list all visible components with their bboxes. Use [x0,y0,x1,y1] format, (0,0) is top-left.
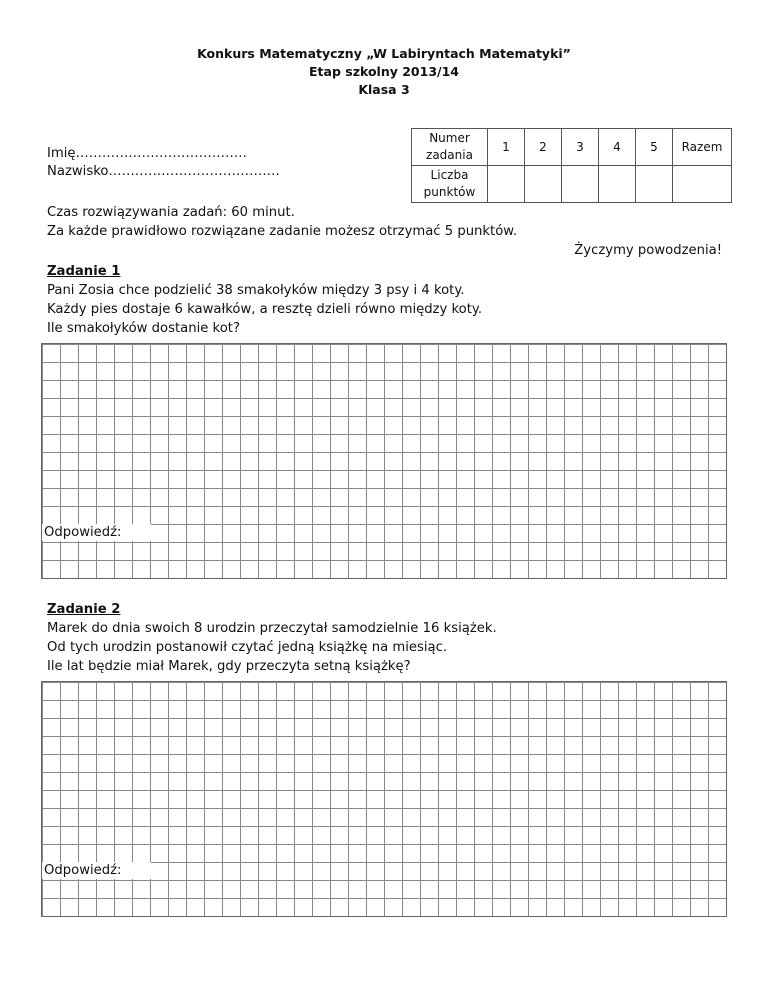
points-cell[interactable] [525,166,562,203]
score-table [411,128,732,203]
col-4: 4 [599,129,636,166]
task-2-line: Od tych urodzin postanowił czytać jedną książkę na miesiąc. [47,640,448,655]
task-1-answer-grid[interactable] [41,343,727,579]
col-3: 3 [562,129,599,166]
contest-title: Konkurs Matematyczny „W Labiryntach Matematyki” [197,46,571,61]
task-2-answer-grid[interactable] [41,681,727,917]
task-2-line: Ile lat będzie miał Marek, gdy przeczyta setną książkę? [47,659,411,674]
time-info: Czas rozwiązywania zadań: 60 minut. [47,205,295,220]
points-cell[interactable] [636,166,673,203]
name-field[interactable]: Imię………………………………… [47,146,247,161]
task-1-line: Ile smakołyków dostanie kot? [47,321,240,336]
points-cell[interactable] [562,166,599,203]
points-cell[interactable] [488,166,525,203]
col-2: 2 [525,129,562,166]
surname-field[interactable]: Nazwisko………………………………… [47,164,280,179]
task-1-line: Każdy pies dostaje 6 kawałków, a resztę dzieli równo między koty. [47,302,483,317]
task-1-title: Zadanie 1 [47,264,121,279]
col-1: 1 [488,129,525,166]
points-label: Liczba punktów [412,166,488,203]
task-1-answer-label: Odpowiedź: [42,524,151,541]
task-2-line: Marek do dnia swoich 8 urodzin przeczytał samodzielnie 16 książek. [47,621,497,636]
points-info: Za każde prawidłowo rozwiązane zadanie możesz otrzymać 5 punktów. [47,224,518,239]
task-2-answer-label: Odpowiedź: [42,862,151,879]
points-cell[interactable] [599,166,636,203]
col-5: 5 [636,129,673,166]
contest-stage: Etap szkolny 2013/14 [309,64,459,79]
col-total: Razem [673,129,732,166]
task-2-title: Zadanie 2 [47,602,121,617]
good-luck: Życzymy powodzenia! [574,243,722,258]
class-label: Klasa 3 [358,82,410,97]
task-number-label: Numer zadania [412,129,488,166]
task-1-line: Pani Zosia chce podzielić 38 smakołyków między 3 psy i 4 koty. [47,283,465,298]
points-total-cell[interactable] [673,166,732,203]
